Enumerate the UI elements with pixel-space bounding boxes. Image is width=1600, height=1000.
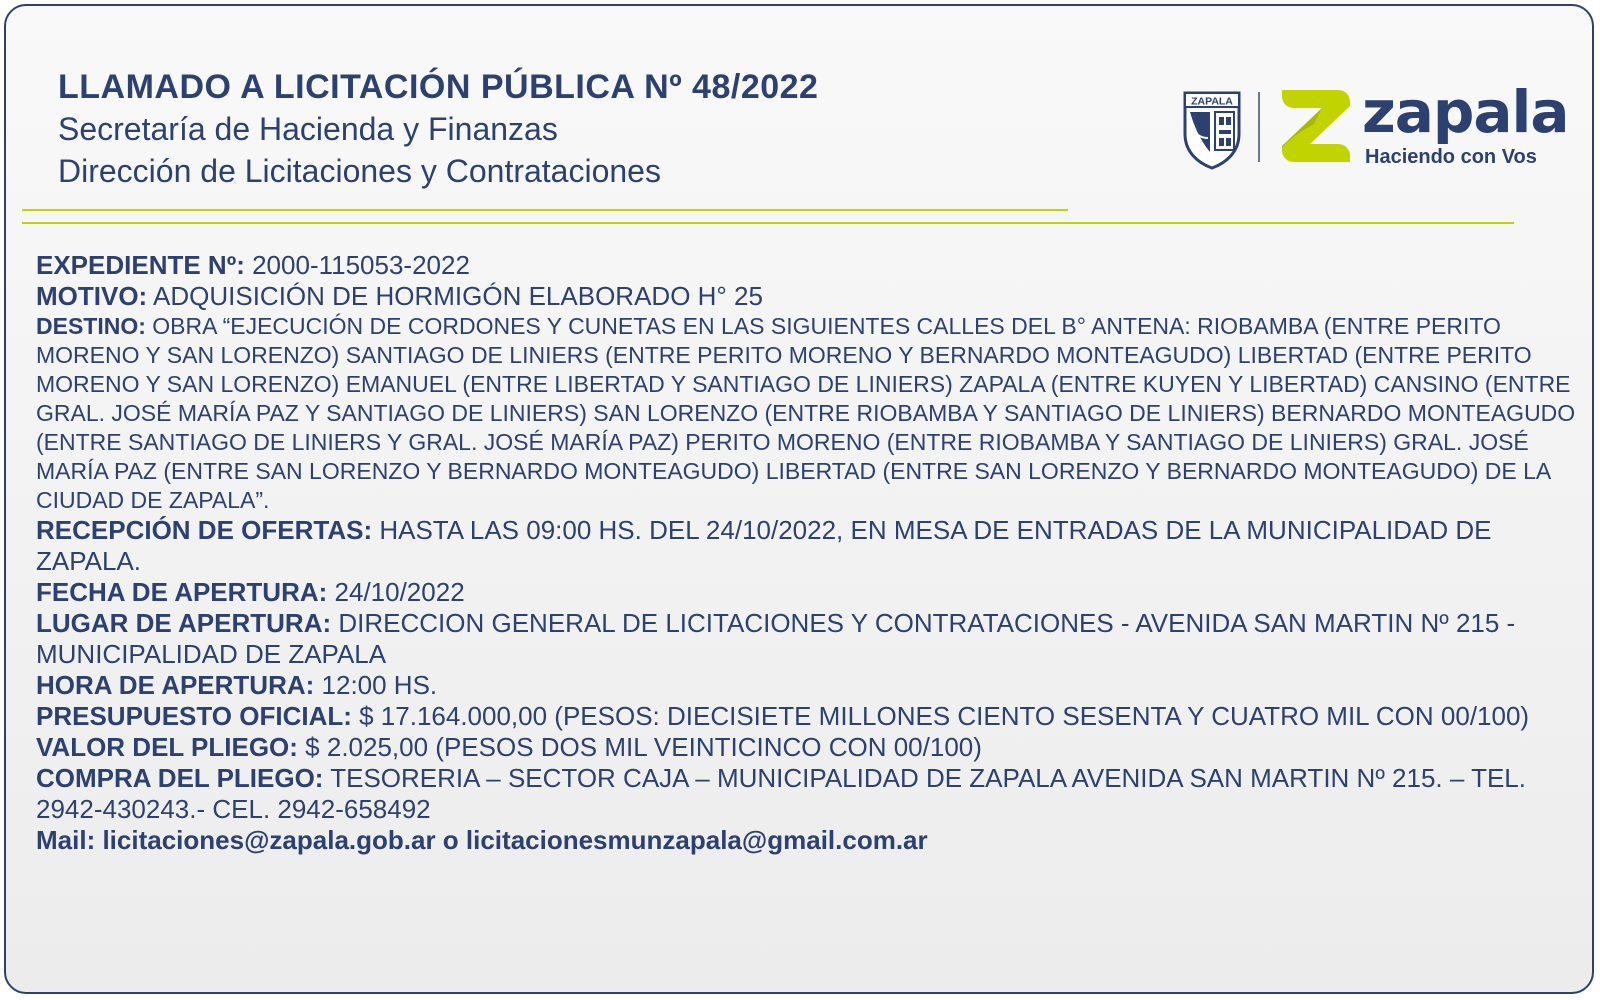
motivo-row bbox=[36, 281, 1576, 312]
brand-wordmark: zapala bbox=[1362, 78, 1569, 146]
fecha-label: FECHA DE APERTURA: bbox=[36, 577, 328, 607]
fecha-value: 24/10/2022 bbox=[327, 577, 465, 607]
recepcion-value: HASTA LAS 09:00 HS. DEL 24/10/2022, EN MESA DE ENTRADAS DE LA MUNICIPALIDAD DE ZAPALA. bbox=[36, 515, 1492, 576]
compra-row bbox=[36, 763, 1576, 825]
secretaria-line: Secretaría de Hacienda y Finanzas bbox=[58, 111, 558, 147]
zapala-z-logo-icon bbox=[1280, 88, 1352, 164]
destino-value: OBRA “EJECUCIÓN DE CORDONES Y CUNETAS EN LAS SIGUIENTES CALLES DEL B° ANTENA: RIOBAMBA (ENTRE PERITO MORENO Y SAN LORENZO) SANTIAGO DE LINIERS (ENTRE PERITO MORENO Y BERNARDO MONTEAGUDO) LIBERTAD (ENTRE PERITO MORENO Y SAN LORENZO) EMANUEL (ENTRE LIBERTAD Y SANTIAGO DE LINIERS) ZAPALA (ENTRE KUYEN Y LIBERTAD) CANSINO (ENTRE GRAL. JOSÉ MARÍA PAZ Y SANTIAGO DE LINIERS) SAN LORENZO (ENTRE RIOBAMBA Y SANTIAGO DE LINIERS) BERNARDO MONTEAGUDO (ENTRE SANTIAGO DE LINIERS Y GRAL. JOSÉ MARÍA PAZ) PERITO MORENO (ENTRE RIOBAMBA Y SANTIAGO DE LINIERS) GRAL. JOSÉ MARÍA PAZ (ENTRE SAN LORENZO Y BERNARDO MONTEAGUDO) LIBERTAD (ENTRE SAN LORENZO Y BERNARDO MONTEAGUDO) DE LA CIUDAD DE ZAPALA”. bbox=[36, 313, 1576, 513]
expediente-row bbox=[36, 250, 1576, 281]
valor-value: $ 2.025,00 (PESOS DOS MIL VEINTICINCO CON 00/100) bbox=[297, 732, 982, 762]
direccion-line: Dirección de Licitaciones y Contrataciones bbox=[58, 153, 661, 189]
expediente-label: EXPEDIENTE Nº: bbox=[36, 250, 245, 280]
hora-label: HORA DE APERTURA: bbox=[36, 670, 315, 700]
hora-row bbox=[36, 670, 1576, 701]
notice-card bbox=[4, 4, 1594, 994]
brand-slogan: Haciendo con Vos bbox=[1365, 146, 1537, 168]
presupuesto-label: PRESUPUESTO OFICIAL: bbox=[36, 701, 352, 731]
destino-label: DESTINO: bbox=[36, 313, 146, 339]
shield-text: ZAPALA bbox=[1191, 95, 1233, 108]
logo-divider bbox=[1258, 92, 1260, 162]
valor-row bbox=[36, 732, 1576, 763]
hora-value: 12:00 HS. bbox=[314, 670, 438, 700]
recepcion-label: RECEPCIÓN DE OFERTAS: bbox=[36, 515, 373, 545]
header bbox=[58, 66, 818, 192]
logo-group bbox=[1182, 78, 1569, 176]
lugar-label: LUGAR DE APERTURA: bbox=[36, 608, 332, 638]
motivo-label: MOTIVO: bbox=[36, 281, 148, 311]
compra-label: COMPRA DEL PLIEGO: bbox=[36, 763, 324, 793]
presupuesto-value: $ 17.164.000,00 (PESOS: DIECISIETE MILLONES CIENTO SESENTA Y CUATRO MIL CON 00/100) bbox=[351, 701, 1530, 731]
fecha-row bbox=[36, 577, 1576, 608]
lugar-value: DIRECCION GENERAL DE LICITACIONES Y CONTRATACIONES - AVENIDA SAN MARTIN Nº 215 - MUNICIPALIDAD DE ZAPALA bbox=[36, 608, 1516, 669]
recepcion-row bbox=[36, 515, 1576, 577]
divider-line-long bbox=[22, 222, 1514, 224]
compra-value: TESORERIA – SECTOR CAJA – MUNICIPALIDAD DE ZAPALA AVENIDA SAN MARTIN Nº 215. – TEL. 2942-430243.- CEL. 2942-658492 bbox=[36, 763, 1526, 824]
valor-label: VALOR DEL PLIEGO: bbox=[36, 732, 298, 762]
destino-row bbox=[36, 312, 1576, 515]
page-title: LLAMADO A LICITACIÓN PÚBLICA Nº 48/2022 bbox=[58, 68, 819, 106]
presupuesto-row bbox=[36, 701, 1576, 732]
lugar-row bbox=[36, 608, 1576, 670]
motivo-value: ADQUISICIÓN DE HORMIGÓN ELABORADO H° 25 bbox=[147, 281, 763, 311]
zapala-shield-icon bbox=[1182, 90, 1242, 170]
divider-line-short bbox=[22, 209, 1068, 211]
notice-body bbox=[36, 250, 1576, 856]
mail-line: Mail: licitaciones@zapala.gob.ar o licitacionesmunzapala@gmail.com.ar bbox=[36, 825, 928, 855]
expediente-value: 2000-115053-2022 bbox=[244, 250, 470, 280]
